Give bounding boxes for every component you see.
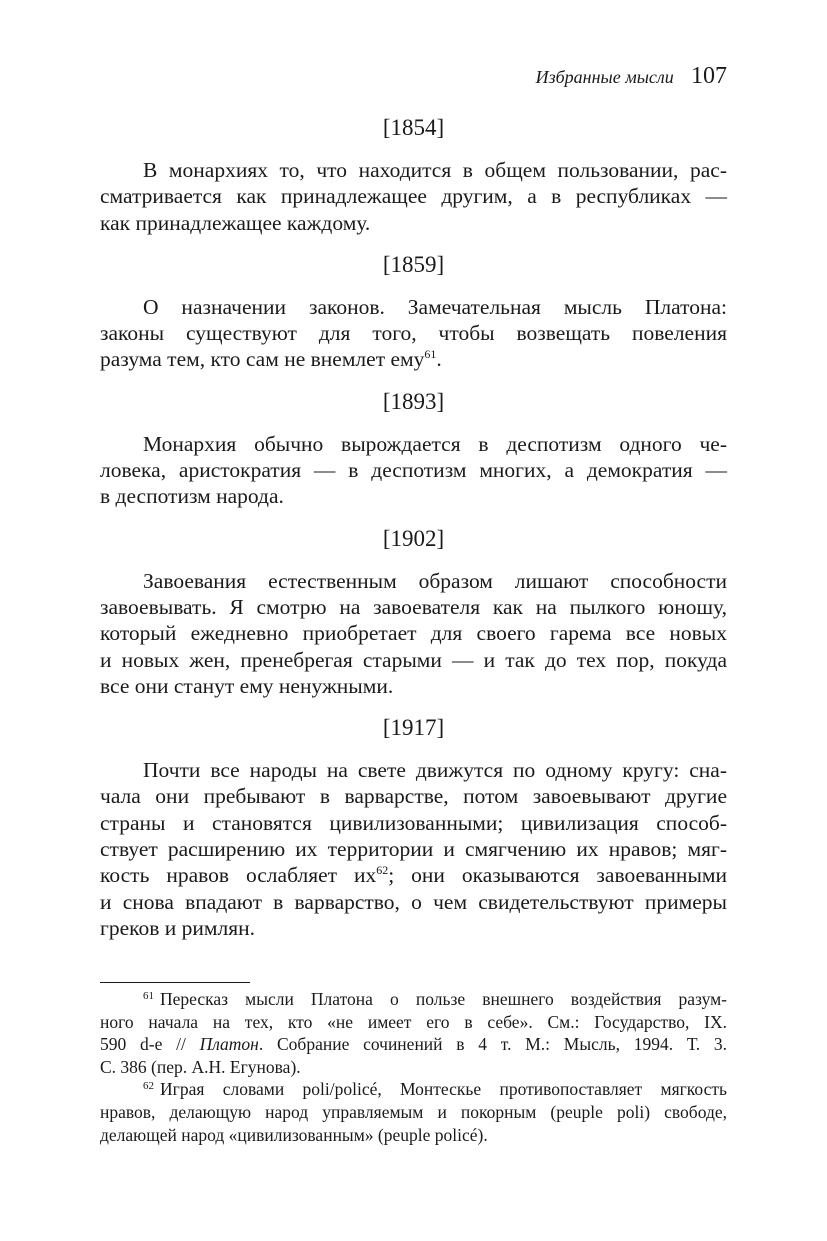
footnote-line [100,1078,727,1101]
footnote [100,988,727,1078]
text-line: Завоевания естественным образом лишают способности [143,568,727,593]
text-line: законы существуют для того, чтобы возвещать повеления [100,321,727,346]
text-line [100,862,727,888]
text-line: ловека, аристократия — в деспотизм многих, а демократия — [100,458,727,483]
footnotes [100,988,727,1146]
text-line: чала они пребывают в варварстве, потом завоевывают другие [100,784,727,809]
entry-number: [1902] [382,525,445,551]
text-line: О назначении законов. Замечательная мысль Платона: [143,294,727,319]
text-line: греков и римлян. [100,915,255,940]
text-line: в деспотизм народа. [100,484,284,509]
author-name: Платон [199,1034,259,1055]
text-line: ствует расширению их территории и смягчению их нравов; мяг- [100,837,727,862]
entry-number: [1854] [382,115,445,140]
text-line: Почти все народы на свете движутся по одному кругу: сна- [143,758,727,783]
footnote-line: нравов, делающую народ управляемым и покорным (peuple poli) свободе, [100,1101,727,1122]
footnote-reference[interactable]: 62 [376,863,389,878]
text-line: сматривается как принадлежащее другим, а в республиках — [100,184,727,209]
entry-paragraph [100,757,727,941]
text-fragment: Пересказ мысли Платона о пользе внешнего воздействия разум- [160,989,727,1009]
entry-paragraph [100,157,727,236]
footnote-mark: 61 [143,990,154,1002]
text-line: и снова впадают в варварство, о чем свидетельствуют примеры [100,889,727,914]
entry-paragraph [100,568,727,699]
page-number: 107 [691,63,727,89]
running-head [536,62,727,91]
text-line: страны и становятся цивилизованными; цивилизация способ- [100,810,727,835]
text-fragment: ; они оказываются завоеванными [388,863,727,888]
text-line: В монархиях то, что находится в общем пользовании, рас- [143,158,727,182]
text-fragment: . [436,347,442,372]
entry-number: [1859] [382,251,445,277]
entry-number: [1917] [382,715,445,741]
footnote-line: С. 386 (пер. А.Н. Егунова). [100,1056,301,1077]
text-line [100,346,727,372]
footnote-line: ного начала на тех, кто «не имеет его в себе». См.: Государство, IX. [100,1011,727,1032]
footnote-line: делающей народ «цивилизованным» (peuple policé). [100,1124,488,1145]
text-fragment: разума тем, кто сам не внемлет ему [100,347,425,372]
text-fragment: Играя словами poli/policé, Монтескье противопоставляет мягкость [160,1079,727,1100]
footnote-separator [100,982,250,983]
text-line: все они станут ему ненужными. [100,673,394,698]
main-text [100,113,727,955]
entry-paragraph [100,294,727,373]
text-line: как принадлежащее каждому. [100,210,371,235]
text-line: который ежедневно приобретает для своего гарема все новых [100,621,727,646]
text-fragment: . Собрание сочинений в 4 т. М.: Мысль, 1994. Т. 3. [258,1034,727,1055]
entry-paragraph [100,431,727,510]
footnote-reference[interactable]: 61 [424,347,437,362]
entry-number: [1893] [382,388,445,414]
text-line: и новых жен, пренебрегая старыми — и так до тех пор, покуда [100,647,727,672]
text-line: завоевывать. Я смотрю на завоевателя как на пылкого юношу, [100,594,727,619]
text-line: Монархия обычно вырождается в деспотизм одного че- [143,431,727,456]
text-fragment: кость нравов ослабляет их [100,863,377,888]
footnote-line [100,988,727,1011]
running-head-title: Избранные мысли [535,67,674,87]
footnote [100,1078,727,1146]
footnote-mark: 62 [143,1080,154,1093]
text-fragment: 590 d-e // [100,1034,200,1055]
footnote-line [100,1033,727,1056]
